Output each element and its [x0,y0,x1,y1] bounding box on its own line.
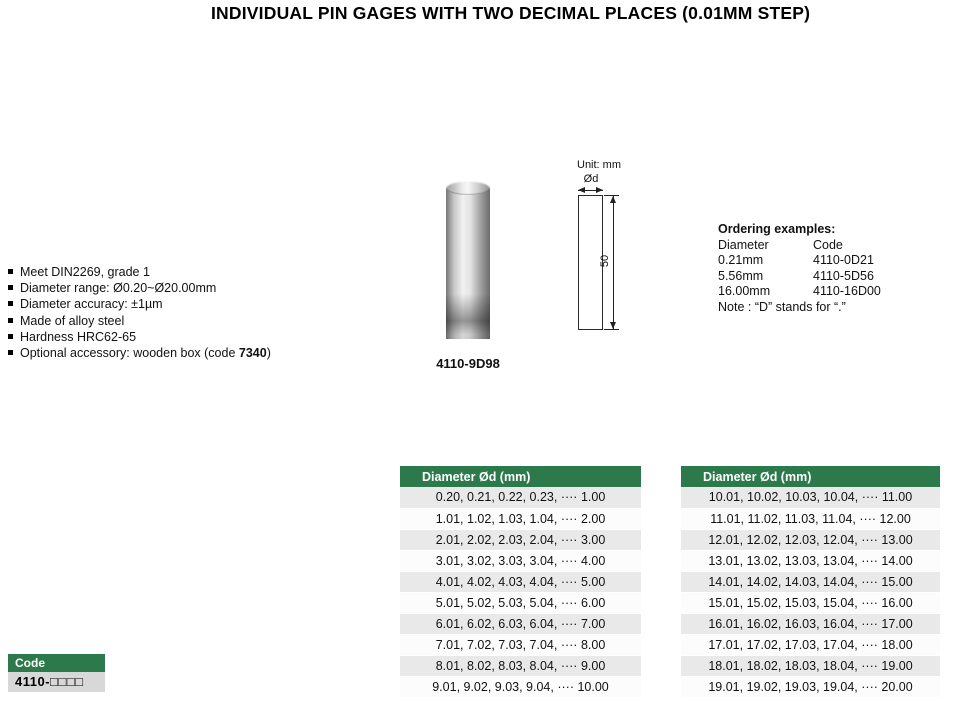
unit-label: Unit: mm [577,159,621,171]
ordering-code: 4110-16D00 [813,284,881,299]
feature-text: Meet DIN2269, grade 1 [20,265,150,279]
table-row: 1.01, 1.02, 1.03, 1.04, ···· 2.00 [400,508,641,529]
table-row: 16.01, 16.02, 16.03, 16.04, ···· 17.00 [681,613,940,634]
diameter-dim-label: Ød [583,173,599,185]
table-row: 7.01, 7.02, 7.03, 7.04, ···· 8.00 [400,634,641,655]
ordering-note: Note : “D” stands for “.” [718,299,846,314]
ordering-diameter: 5.56mm [718,268,764,283]
table-header: Diameter Ød (mm) [400,466,641,487]
table-row: 11.01, 11.02, 11.03, 11.04, ···· 12.00 [681,508,940,529]
feature-text: Hardness HRC62-65 [20,329,137,344]
pin-cylinder [446,188,490,339]
bullet-icon [8,269,13,274]
table-row: 3.01, 3.02, 3.03, 3.04, ···· 4.00 [400,550,641,571]
pin-gage-image [446,181,490,339]
ordering-diameter: 16.00mm [718,284,771,299]
feature-item [8,296,271,312]
feature-item [8,345,271,361]
table-row: 19.01, 19.02, 19.03, 19.04, ···· 20.00 [681,676,940,697]
code-box-value: 4110-□□□□ [8,672,105,692]
feature-item [8,313,271,329]
ordering-title: Ordering examples: [718,222,836,236]
table-row: 6.01, 6.02, 6.03, 6.04, ···· 7.00 [400,613,641,634]
table-row: 18.01, 18.02, 18.03, 18.04, ···· 19.00 [681,655,940,676]
ordering-examples [718,222,881,316]
feature-list [8,264,271,361]
ordering-col-header-diameter: Diameter [718,237,769,252]
accessory-code: 7340 [238,345,267,360]
feature-item [8,329,271,345]
product-model-label: 4110-9D98 [436,356,500,371]
table-row: 12.01, 12.02, 12.03, 12.04, ···· 13.00 [681,529,940,550]
feature-item [8,280,271,296]
diameter-dimension-line [578,190,603,191]
ordering-code: 4110-5D56 [813,268,874,283]
ordering-code: 4110-0D21 [813,253,874,268]
diameter-table-left [400,466,641,698]
table-header: Diameter Ød (mm) [681,466,940,487]
table-row: 5.01, 5.02, 5.03, 5.04, ···· 6.00 [400,592,641,613]
table-row: 8.01, 8.02, 8.03, 8.04, ···· 9.00 [400,655,641,676]
table-row: 15.01, 15.02, 15.03, 15.04, ···· 16.00 [681,592,940,613]
extension-line-bottom [604,329,619,330]
code-box-header: Code [8,654,105,672]
diameter-table-right [681,466,940,698]
length-dimension-line [613,196,614,329]
table-row: 4.01, 4.02, 4.03, 4.04, ···· 5.00 [400,571,641,592]
pin-top-face [446,181,490,195]
feature-text: Diameter range: Ø0.20~Ø20.00mm [20,281,217,296]
bullet-icon [8,350,13,355]
feature-item [8,264,271,280]
bullet-icon [8,318,13,323]
ordering-col-header-code: Code [813,237,843,252]
code-box [8,654,105,692]
table-row: 17.01, 17.02, 17.03, 17.04, ···· 18.00 [681,634,940,655]
feature-text: Optional accessory: wooden box (code 7340) [20,345,271,360]
bullet-icon [8,334,13,339]
bullet-icon [8,301,13,306]
table-row: 13.01, 13.02, 13.03, 13.04, ···· 14.00 [681,550,940,571]
ordering-diameter: 0.21mm [718,253,764,268]
feature-text: Diameter accuracy: ±1µm [20,297,163,312]
table-row: 10.01, 10.02, 10.03, 10.04, ···· 11.00 [681,487,940,508]
table-row: 0.20, 0.21, 0.22, 0.23, ···· 1.00 [400,487,641,508]
table-row: 9.01, 9.02, 9.03, 9.04, ···· 10.00 [400,676,641,697]
feature-text: Made of alloy steel [20,313,125,328]
ordering-table [718,238,881,300]
page-title: INDIVIDUAL PIN GAGES WITH TWO DECIMAL PLACES (0.01MM STEP) [211,3,811,23]
table-row: 14.01, 14.02, 14.03, 14.04, ···· 15.00 [681,571,940,592]
table-row: 2.01, 2.02, 2.03, 2.04, ···· 3.00 [400,529,641,550]
bullet-icon [8,285,13,290]
length-dim-label: 50 [599,254,612,268]
